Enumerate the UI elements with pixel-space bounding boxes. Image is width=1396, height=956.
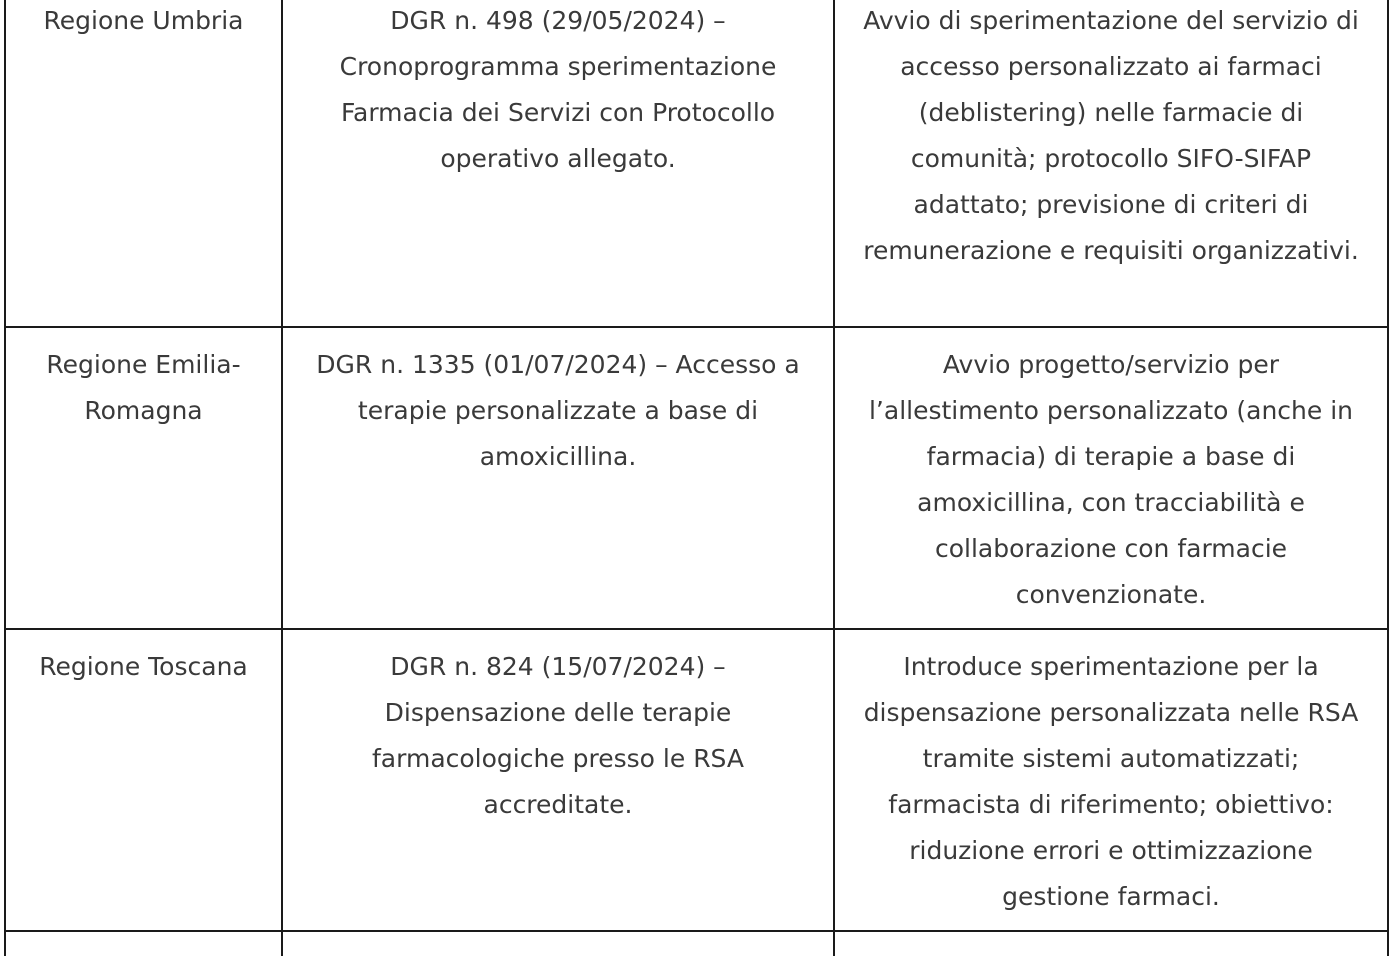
region-cell: Regione Emilia-Romagna [5, 327, 282, 629]
table-row [5, 629, 1388, 931]
region-cell: Regione Umbria [5, 0, 282, 327]
table-cell [5, 931, 282, 956]
content-cell: Avvio di sperimentazione del servizio di accesso personalizzato ai farmaci (deblistering) nelle farmacie di comunità; protocollo SIFO-SIFAP adattato; previsione di criteri di remunerazione e requisiti organizzativi. [834, 0, 1388, 327]
regional-measures-table [4, 0, 1389, 956]
table-cell [834, 931, 1388, 956]
act-cell: DGR n. 1335 (01/07/2024) – Accesso a terapie personalizzate a base di amoxicillina. [282, 327, 834, 629]
table-cell [282, 931, 834, 956]
region-cell: Regione Toscana [5, 629, 282, 931]
table-row [5, 327, 1388, 629]
table-row [5, 0, 1388, 327]
table-row [5, 931, 1388, 956]
act-cell: DGR n. 824 (15/07/2024) – Dispensazione delle terapie farmacologiche presso le RSA accreditate. [282, 629, 834, 931]
act-cell: DGR n. 498 (29/05/2024) – Cronoprogramma sperimentazione Farmacia dei Servizi con Protocollo operativo allegato. [282, 0, 834, 327]
content-cell: Avvio progetto/servizio per l’allestimento personalizzato (anche in farmacia) di terapie a base di amoxicillina, con tracciabilità e collaborazione con farmacie convenzionate. [834, 327, 1388, 629]
content-cell: Introduce sperimentazione per la dispensazione personalizzata nelle RSA tramite sistemi automatizzati; farmacista di riferimento; obiettivo: riduzione errori e ottimizzazione gestione farmaci. [834, 629, 1388, 931]
